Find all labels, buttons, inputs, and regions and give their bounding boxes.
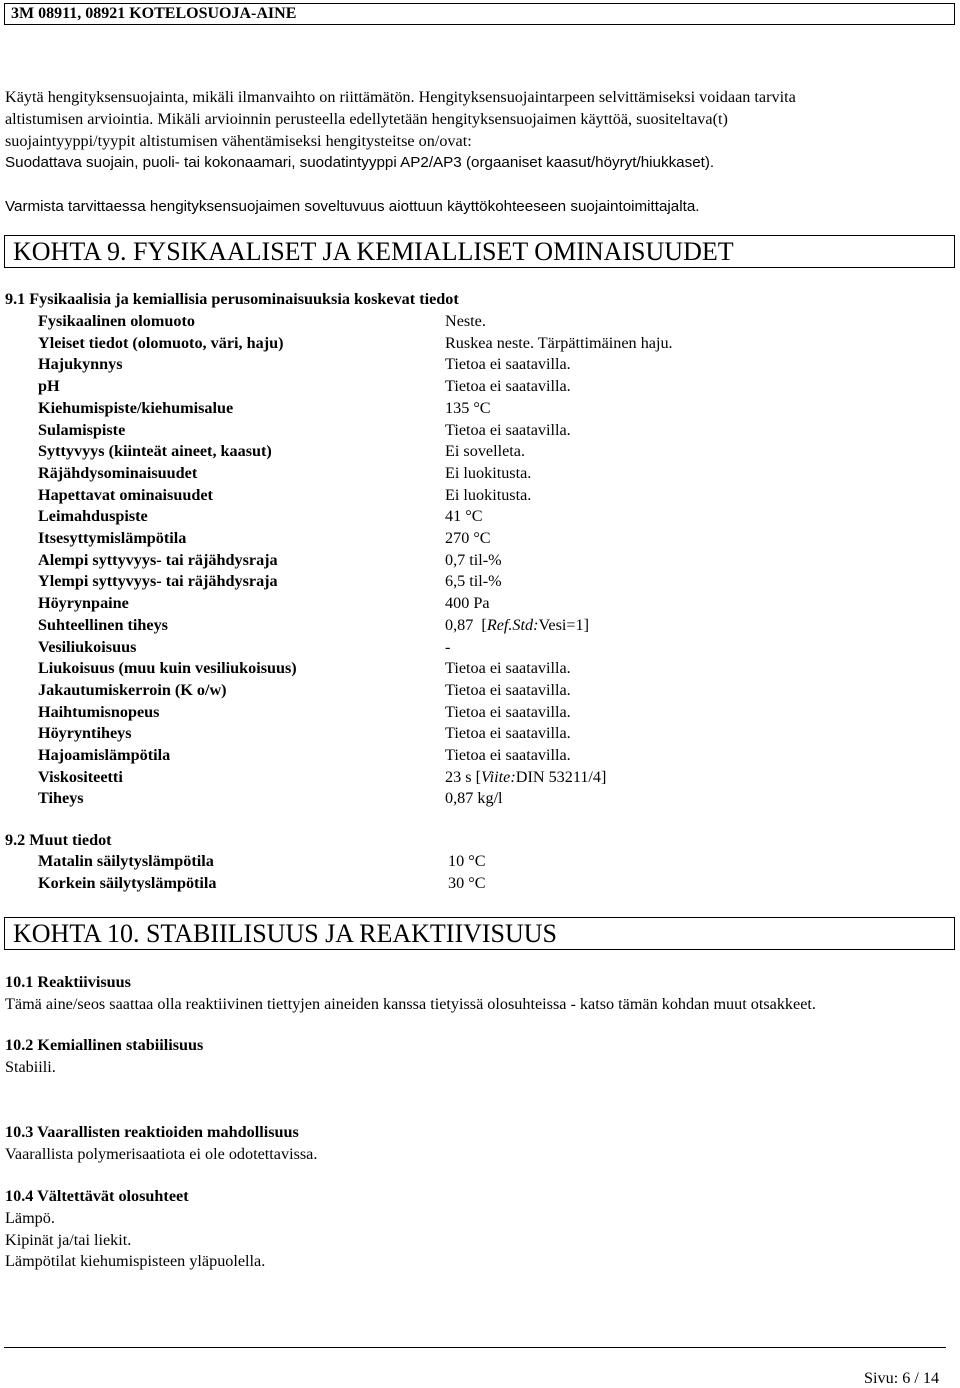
value-reference-label: Viite: <box>480 767 516 786</box>
property-value: 135 °C <box>445 398 491 417</box>
property-value: Tietoa ei saatavilla. <box>445 659 571 678</box>
property-label: Matalin säilytyslämpötila <box>38 852 214 870</box>
value-part: DIN 53211/4] <box>515 767 607 786</box>
subsection-10-2-text: Stabiili. <box>5 1058 56 1076</box>
property-value: Ei luokitusta. <box>445 485 532 504</box>
property-value: 400 Pa <box>445 594 490 613</box>
property-value: Tietoa ei saatavilla. <box>445 377 571 396</box>
property-label: Hapettavat ominaisuudet <box>38 485 213 504</box>
property-value: Tietoa ei saatavilla. <box>445 355 571 374</box>
value-reference-label: Ref.Std: <box>486 615 539 634</box>
property-label: Ylempi syttyvyys- tai räjähdysraja <box>38 572 278 591</box>
property-value: 0,87 kg/l <box>445 789 503 808</box>
value-part: 0,87 [ <box>445 615 487 634</box>
subsection-10-3-title: 10.3 Vaarallisten reaktioiden mahdollisuus <box>5 1123 299 1141</box>
property-value: Tietoa ei saatavilla. <box>445 420 571 439</box>
property-label: Höyryntiheys <box>38 724 132 743</box>
property-label: Viskositeetti <box>38 767 123 786</box>
subsection-10-3-text: Vaarallista polymerisaatiota ei ole odotettavissa. <box>5 1145 318 1163</box>
property-label: Vesiliukoisuus <box>38 637 137 656</box>
section-10-title: KOHTA 10. STABIILISUUS JA REAKTIIVISUUS <box>13 919 558 948</box>
subsection-9-2-title: 9.2 Muut tiedot <box>5 831 112 849</box>
property-label: Yleiset tiedot (olomuoto, väri, haju) <box>38 333 284 352</box>
property-label: Syttyvyys (kiinteät aineet, kaasut) <box>38 442 272 461</box>
property-value: 10 °C <box>448 852 486 870</box>
property-label: Alempi syttyvyys- tai räjähdysraja <box>38 550 278 569</box>
property-value <box>445 616 589 635</box>
property-value: 0,7 til-% <box>445 550 502 569</box>
subsection-10-4-item: Kipinät ja/tai liekit. <box>5 1231 132 1249</box>
property-value: 270 °C <box>445 529 491 547</box>
subsection-9-1-title: 9.1 Fysikaalisia ja kemiallisia perusominaisuuksia koskevat tiedot <box>5 290 459 308</box>
property-value: Neste. <box>445 312 486 330</box>
property-label: Suhteellinen tiheys <box>38 615 168 634</box>
document-header <box>4 3 955 25</box>
subsection-10-4-item: Lämpötilat kiehumispisteen yläpuolella. <box>5 1252 266 1270</box>
property-value: Tietoa ei saatavilla. <box>445 680 571 699</box>
intro-line-1: Käytä hengityksensuojainta, mikäli ilmanvaihto on riittämätön. Hengityksensuojaintarpeen selvittämiseksi voidaan tarvita <box>5 88 796 106</box>
property-label: Kiehumispiste/kiehumisalue <box>38 398 234 417</box>
subsection-10-1-text: Tämä aine/seos saattaa olla reaktiivinen tiettyjen aineiden kanssa tietyissä olosuhteissa - katso tämän kohdan muut otsakkeet. <box>5 995 816 1013</box>
property-label: pH <box>38 377 60 396</box>
intro-line-4: Suodattava suojain, puoli- tai kokonaamari, suodatintyyppi AP2/AP3 (orgaaniset kaasut/höyryt/hiukkaset). <box>5 154 715 171</box>
property-label: Liukoisuus (muu kuin vesiliukoisuus) <box>38 659 297 678</box>
property-value: Tietoa ei saatavilla. <box>445 702 571 721</box>
property-label: Itsesyttymislämpötila <box>38 529 187 547</box>
property-label: Räjähdysominaisuudet <box>38 463 198 482</box>
value-part: 23 s [ <box>445 767 481 786</box>
property-label: Jakautumiskerroin (K o/w) <box>38 680 227 699</box>
property-value: Tietoa ei saatavilla. <box>445 724 571 743</box>
document-title: 3M 08911, 08921 KOTELOSUOJA-AINE <box>11 5 297 22</box>
property-value: - <box>445 637 451 656</box>
property-label: Hajukynnys <box>38 355 123 374</box>
intro-note: Varmista tarvittaessa hengityksensuojaimen soveltuvuus aiottuun käyttökohteeseen suojaintoimittajalta. <box>5 198 700 215</box>
page-number: Sivu: 6 / 14 <box>864 1369 940 1387</box>
property-value: Ei luokitusta. <box>445 463 532 482</box>
property-value: Tietoa ei saatavilla. <box>445 746 571 764</box>
property-label: Tiheys <box>38 789 84 808</box>
property-label: Leimahduspiste <box>38 507 148 526</box>
property-label: Sulamispiste <box>38 420 126 439</box>
property-value: Ruskea neste. Tärpättimäinen haju. <box>445 333 673 352</box>
subsection-10-1-title: 10.1 Reaktiivisuus <box>5 973 131 991</box>
intro-line-2: altistumisen arviointia. Mikäli arvioinnin perusteella edellytetään hengityksensuojaimen käyttöä, suositeltava(t) <box>5 110 728 128</box>
property-label: Hajoamislämpötila <box>38 746 171 764</box>
subsection-10-2-title: 10.2 Kemiallinen stabiilisuus <box>5 1036 204 1054</box>
footer-divider <box>4 1347 946 1348</box>
property-value <box>445 768 606 787</box>
property-value: 30 °C <box>448 873 486 892</box>
section-9-title: KOHTA 9. FYSIKAALISET JA KEMIALLISET OMINAISUUDET <box>13 237 734 266</box>
property-value: Ei sovelleta. <box>445 442 526 461</box>
section-9-heading <box>4 235 955 268</box>
property-value: 41 °C <box>445 507 483 526</box>
property-label: Höyrynpaine <box>38 594 129 613</box>
property-value: 6,5 til-% <box>445 572 502 591</box>
section-10-heading <box>4 917 955 950</box>
intro-line-3: suojaintyyppi/tyypit altistumisen vähentämiseksi hengitysteitse on/ovat: <box>5 132 472 150</box>
property-label: Haihtumisnopeus <box>38 702 160 721</box>
subsection-10-4-title: 10.4 Vältettävät olosuhteet <box>5 1187 189 1205</box>
value-part: Vesi=1] <box>538 615 590 634</box>
property-label: Fysikaalinen olomuoto <box>38 312 195 330</box>
property-label: Korkein säilytyslämpötila <box>38 873 217 892</box>
subsection-10-4-item: Lämpö. <box>5 1209 55 1227</box>
